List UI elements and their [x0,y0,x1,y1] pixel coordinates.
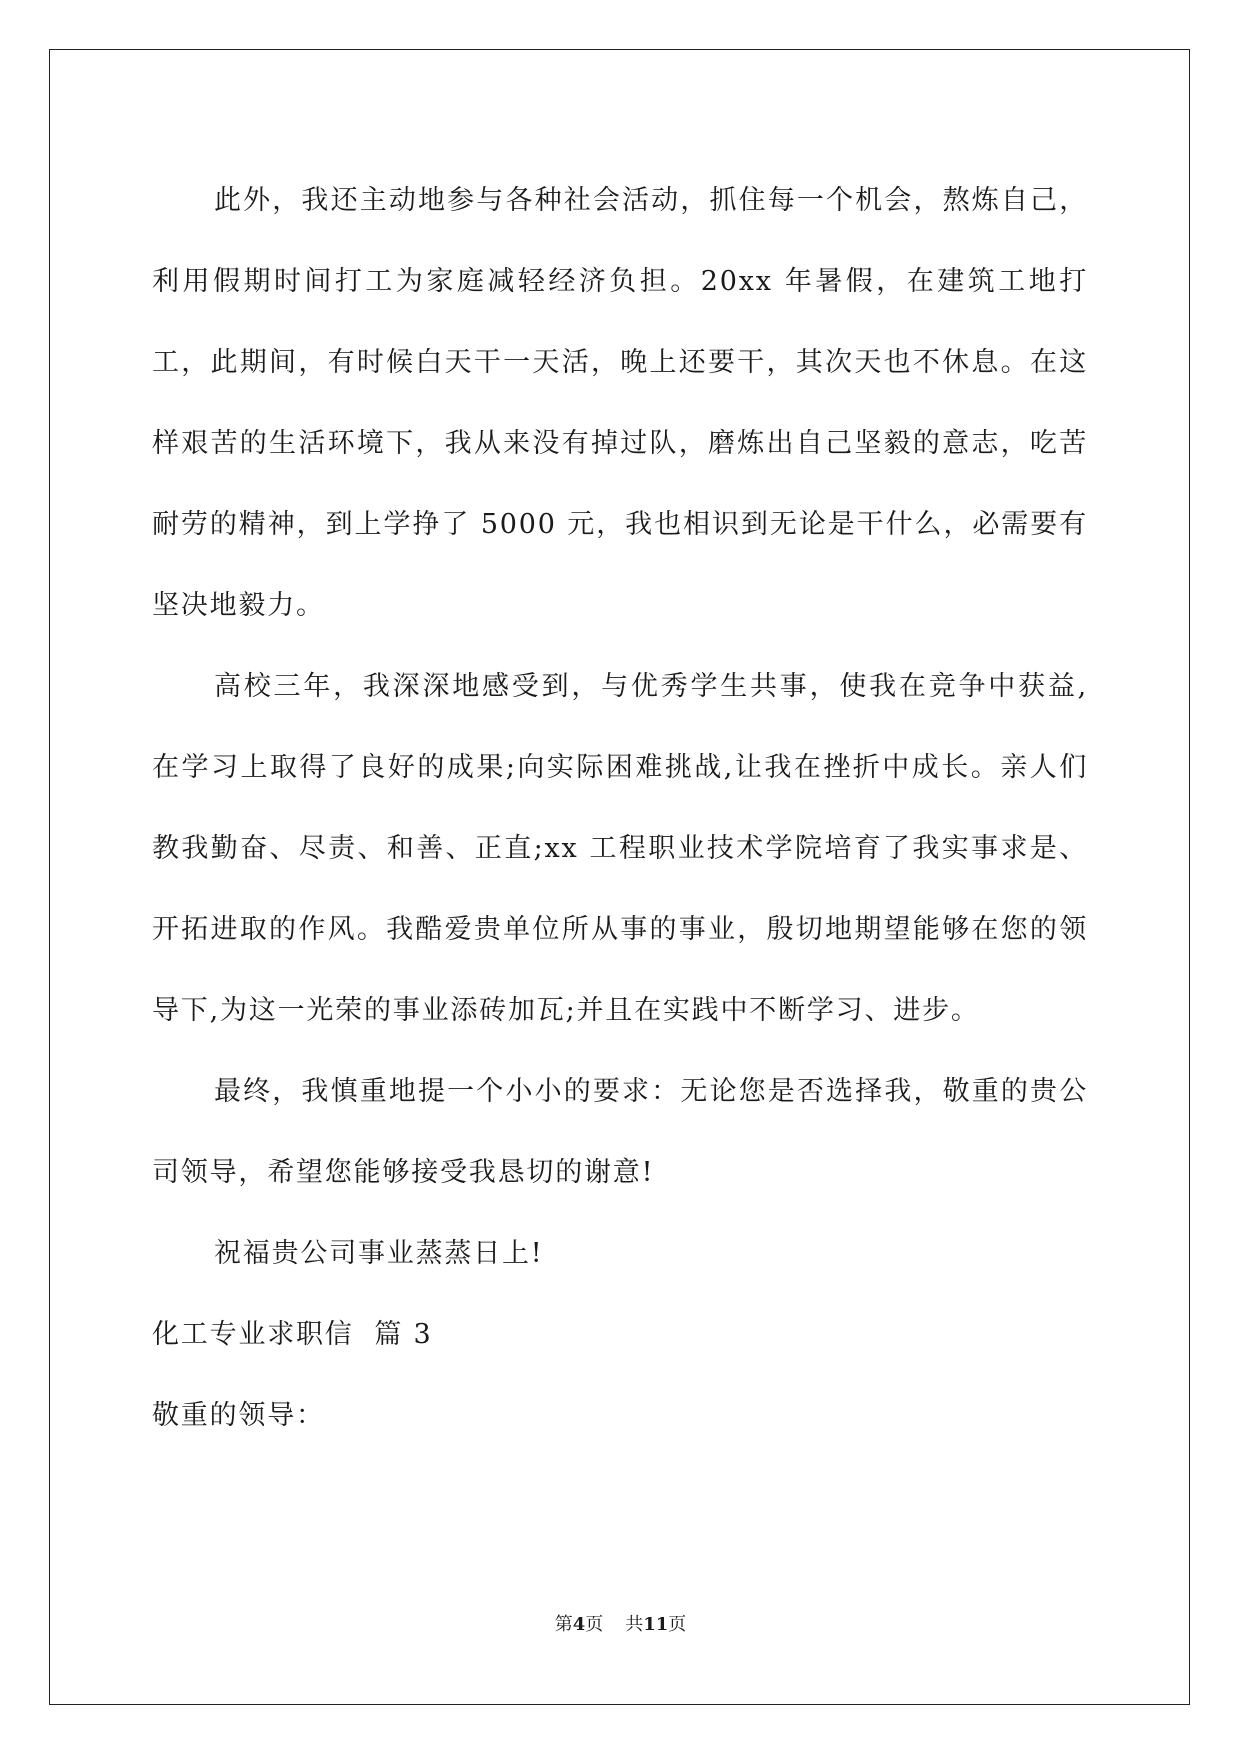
footer-total-prefix: 共 [625,1614,644,1635]
paragraph-activities: 此外，我还主动地参与各种社会活动，抓住每一个机会，熬炼自己，利用假期时间打工为家庭减轻经济负担。20xx 年暑假，在建筑工地打工，此期间，有时候白天干一天活，晚上还要干，其次天也不休息。在这样艰苦的生活环境下，我从来没有掉过队，磨炼出自己坚毅的意志，吃苦耐劳的精神，到上学挣了 5000 元，我也相识到无论是干什么，必需要有坚决地毅力。 [152,185,1088,621]
section-title: 化工专业求职信 篇 3 [152,1319,433,1350]
page-number: 4 [572,1614,586,1635]
footer-page-suffix: 页 [585,1614,604,1635]
total-pages: 11 [643,1614,669,1635]
salutation: 敬重的领导： [152,1400,325,1431]
page-footer [0,1610,1241,1636]
paragraph-college: 高校三年，我深深地感受到，与优秀学生共事，使我在竞争中获益,在学习上取得了良好的成果;向实际困难挑战,让我在挫折中成长。亲人们教我勤奋、尽责、和善、正直;xx 工程职业技术学院培育了我实事求是、开拓进取的作风。我酷爱贵单位所从事的事业，殷切地期望能够在您的领导下,为这一光荣的事业添砖加瓦;并且在实践中不断学习、进步。 [152,671,1088,1026]
footer-total-suffix: 页 [668,1614,687,1635]
footer-prefix: 第 [554,1614,573,1635]
paragraph-request: 最终，我慎重地提一个小小的要求：无论您是否选择我，敬重的贵公司领导，希望您能够接受我恳切的谢意! [152,1076,1088,1188]
paragraph-blessing: 祝福贵公司事业蒸蒸日上! [214,1238,544,1269]
document-body [152,160,1088,1456]
